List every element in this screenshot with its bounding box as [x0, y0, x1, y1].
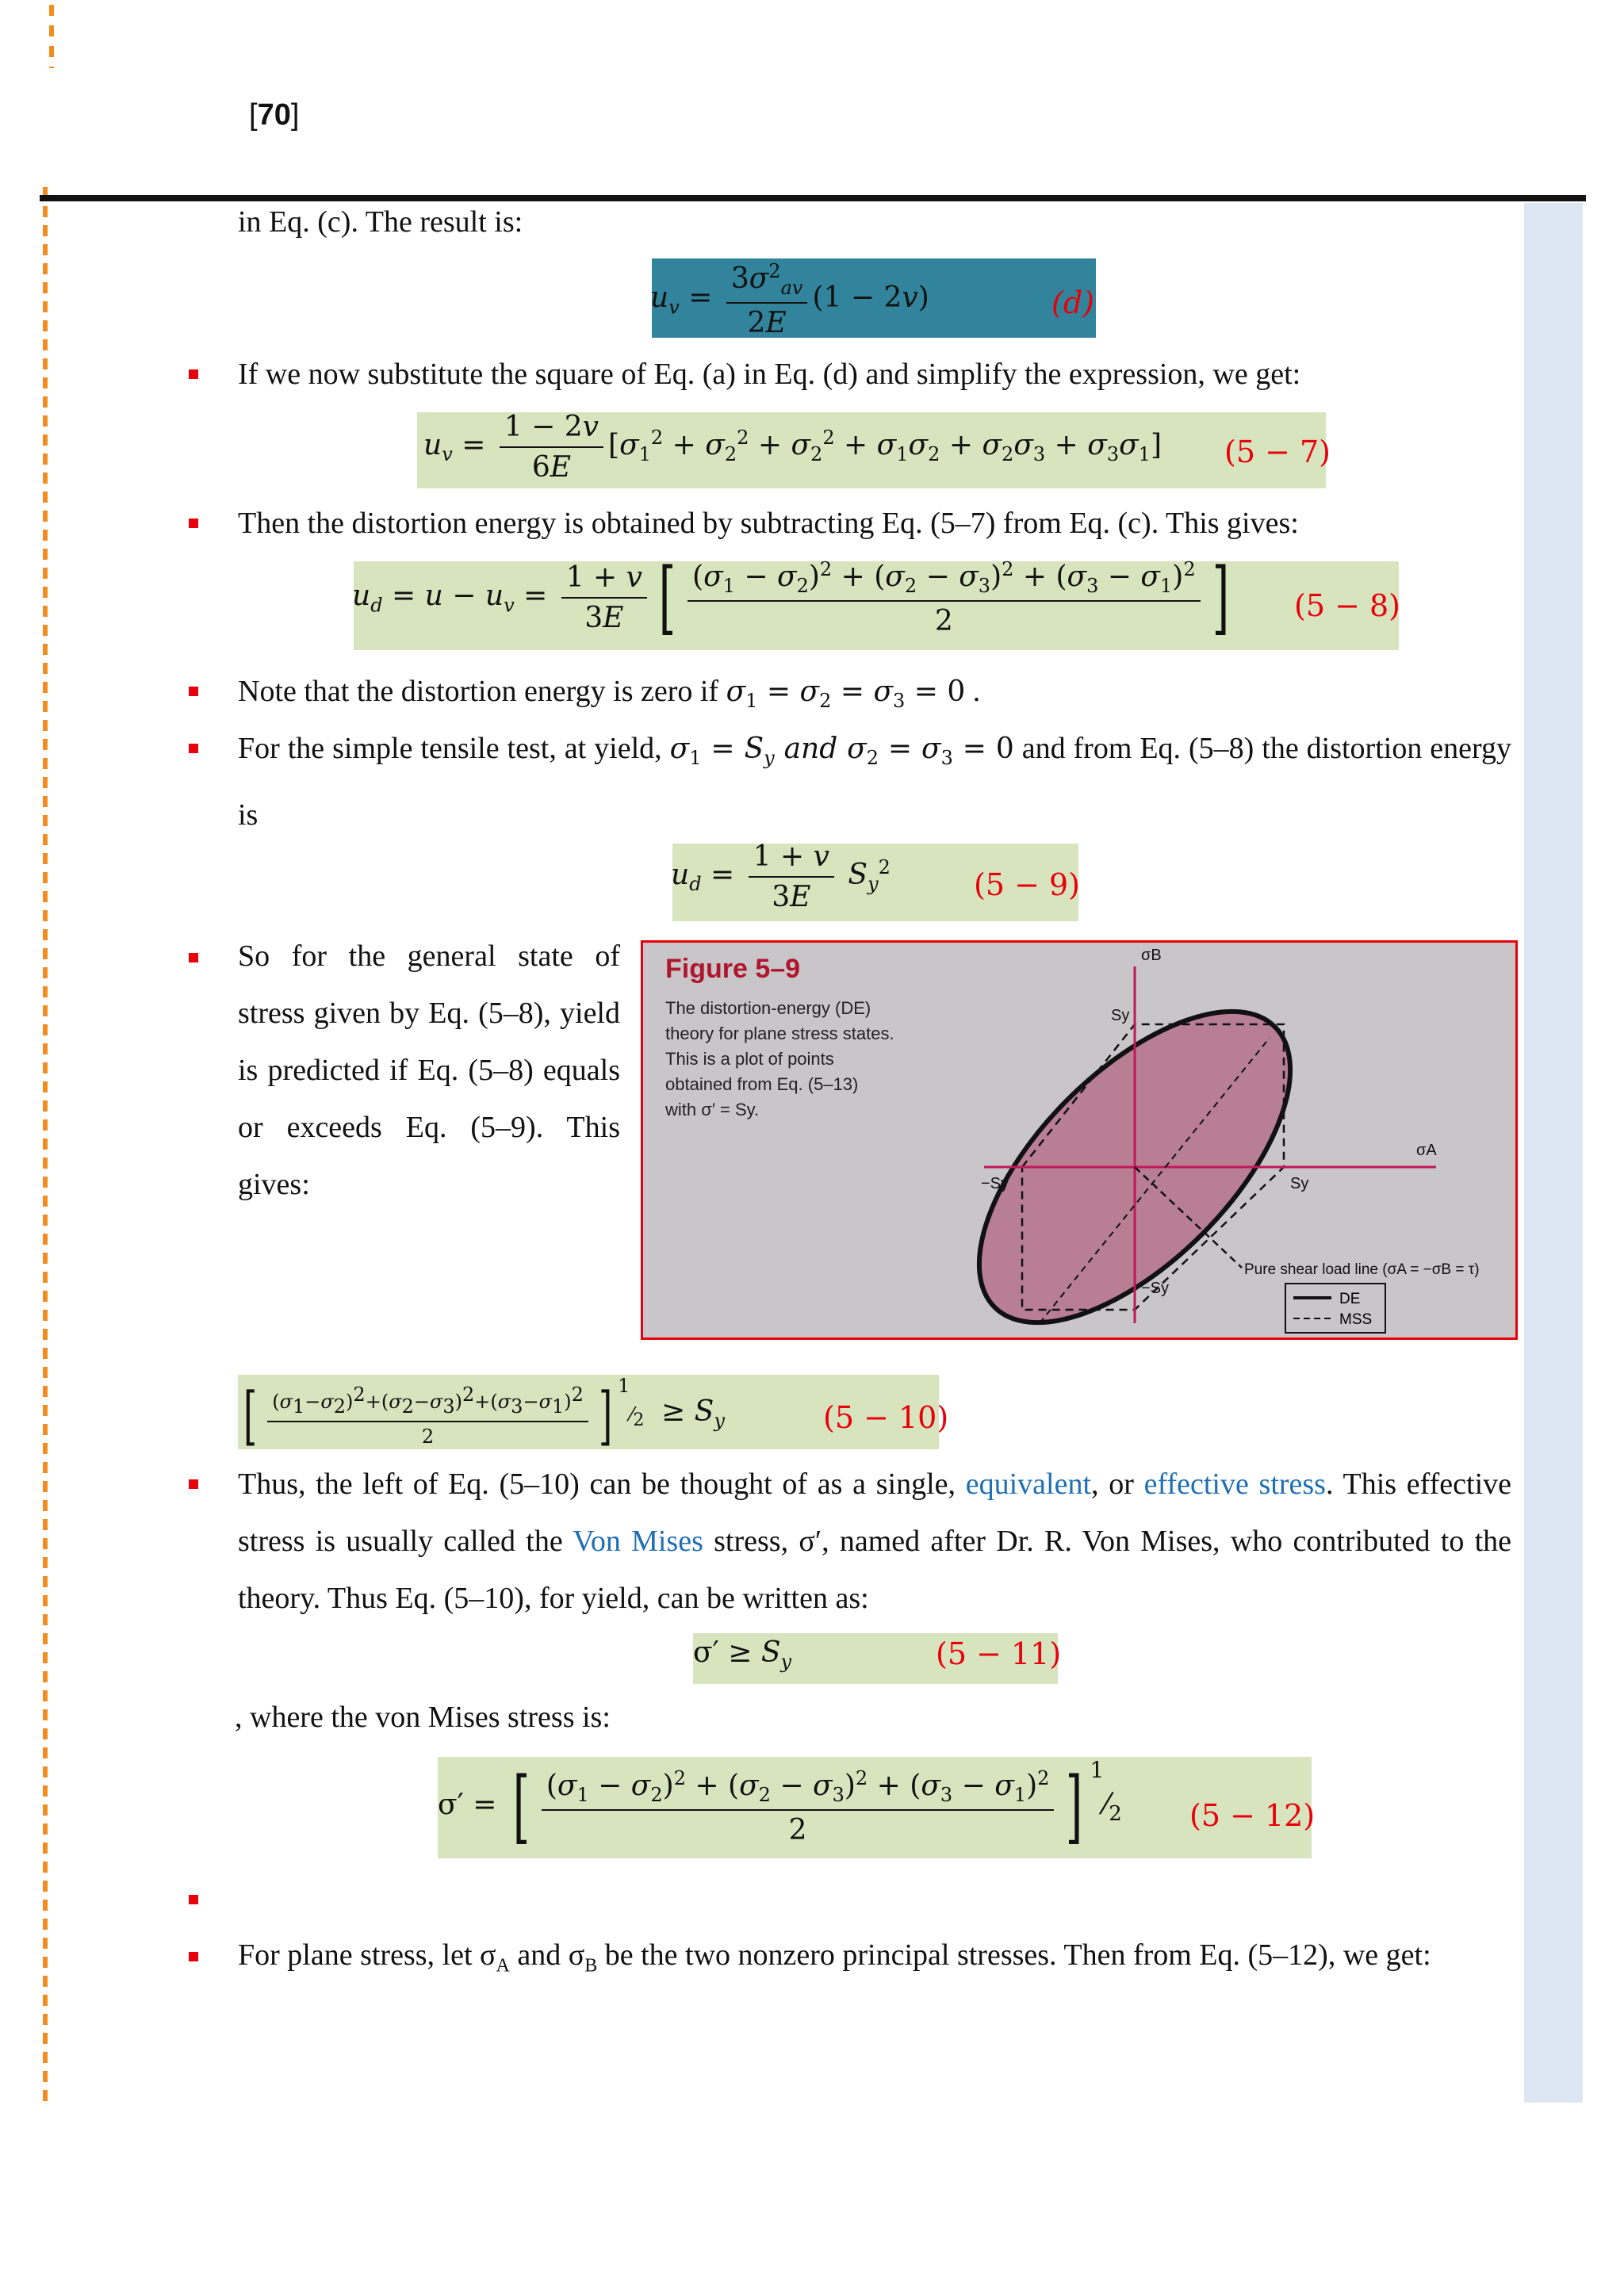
page-number: [70] [249, 98, 300, 132]
bullet-1-text: If we now substitute the square of Eq. (a) in Eq. (d) and simplify the expression, we get: [238, 358, 1301, 391]
eq-d-number: (d) [1051, 285, 1094, 320]
bullet-8-text: For plane stress, let $\sigma_A$ and $\sigma_B$ be the two nonzero principal stresses. Then from Eq. (5–12), we get: [238, 1938, 1431, 1976]
figure-title: Figure 5–9 [665, 954, 801, 984]
bullet-2-text: Then the distortion energy is obtained by subtracting Eq. (5–7) from Eq. (c). This gives: [238, 507, 1299, 540]
legend-de-label: DE [1339, 1291, 1361, 1307]
eq-5-12-number: (5 − 12) [1189, 1798, 1316, 1833]
bullet-8 [189, 1952, 198, 1961]
eq-5-11: $\sigma' \ge S_y$ [693, 1636, 792, 1674]
sy-top-label: Sy [1111, 1007, 1130, 1024]
neg-sy-bottom-label: −Sy [1141, 1280, 1170, 1297]
bullet-1 [189, 369, 198, 379]
bullet-3-text: Note that the distortion energy is zero if $\sigma_1 = \sigma_2 = \sigma_3 = 0$ . [238, 675, 981, 713]
figure-5-9-graphic [643, 943, 1515, 1337]
bullet-5-text: So for the general state of stress given by Eq. (5–8), yield is predicted if Eq. (5–8) equals or exceeds Eq. (5–9). This gives: [238, 939, 620, 1201]
bullet-3 [189, 687, 198, 696]
eq-5-11-number: (5 − 11) [936, 1636, 1062, 1671]
axis-sigma-b-label: σB [1141, 947, 1162, 964]
side-panel [1524, 203, 1583, 2103]
eq-5-9: $u_d$ = $\frac{1 + v}{3E}$ $S_y^2$ [671, 840, 891, 913]
top-orange-marker [49, 5, 54, 68]
figure-caption-line-5: with σ′ = Sy. [665, 1100, 760, 1119]
link-effective-stress[interactable]: effective stress [1143, 1468, 1326, 1501]
intro-text: in Eq. (c). The result is: [238, 205, 523, 239]
bullet-6-text: Thus, the left of Eq. (5–10) can be thought of as a single, equivalent, or effective stress. This effective stress is usually called the Von Mises stress, σ′, named after Dr. R. Von Mises, who contributed to the theory. Thus Eq. (5–10), for yield, can be written as: [238, 1468, 1512, 1615]
link-equivalent[interactable]: equivalent [965, 1468, 1092, 1501]
left-orange-border [43, 187, 48, 2103]
eq-5-8: $u_d = u - u_v$ = $\frac{1 + v}{3E}$ [ $\frac{(\sigma_1 - \sigma_2)^2 + (\sigma_2 - \sigma_3)^2 + (\sigma_3 - \sigma_1)^2}{2}$ ] [352, 551, 1229, 645]
bullet-6 [189, 1479, 198, 1489]
eq-5-7: $u_v$ = $\frac{1 - 2v}{6E}$ $[\sigma_1^2 + \sigma_2^2 + \sigma_2^2 + \sigma_1\sigma_2 + \sigma_2\sigma_3 + \sigma_3\sigma_1]$ [423, 411, 1162, 484]
figure-5-9 [641, 940, 1518, 1340]
figure-caption-line-4: obtained from Eq. (5–13) [665, 1074, 859, 1094]
figure-caption-line-2: theory for plane stress states. [665, 1024, 894, 1043]
bullet-2 [189, 519, 198, 528]
bullet-3-math: $\sigma_1 = \sigma_2 = \sigma_3 = 0$ [726, 675, 966, 713]
bullet-5 [189, 953, 198, 962]
bullet-7 [189, 1895, 198, 1904]
neg-sy-left-label: −Sy [981, 1175, 1009, 1192]
axis-sigma-a-label: σA [1416, 1142, 1437, 1159]
legend-mss-label: MSS [1339, 1311, 1373, 1328]
shear-line-label: Pure shear load line (σA = −σB = τ) [1244, 1261, 1480, 1278]
eq-5-10: [ $\frac{(\sigma_1-\sigma_2)^2+(\sigma_2-\sigma_3)^2+(\sigma_3-\sigma_1)^2}{2}$ ] $^1⁄_2 \ge S_y$ [243, 1375, 725, 1452]
eq-5-10-number: (5 − 10) [823, 1400, 949, 1435]
eq-5-8-number: (5 − 8) [1294, 588, 1401, 623]
bullet-4-math: $\sigma_1 = S_y$ and $\sigma_2 = \sigma_3 = 0$ [669, 733, 1014, 770]
link-von-mises[interactable]: Von Mises [573, 1525, 703, 1558]
eq-5-7-number: (5 − 7) [1224, 434, 1331, 469]
bullet-4-text: For the simple tensile test, at yield, $\sigma_1 = S_y$ and $\sigma_2 = \sigma_3 = 0$ and from Eq. (5–8) the distortion energy is [238, 732, 1511, 832]
figure-caption-line-1: The distortion-energy (DE) [665, 998, 871, 1018]
eq-d: $u_v$ = $\frac{3\sigma^2_{av}}{2E}$ (1 − 2v) [650, 260, 929, 340]
eq-5-9-number: (5 − 9) [974, 867, 1081, 902]
where-text: , where the von Mises stress is: [235, 1701, 611, 1734]
bullet-4 [189, 744, 198, 753]
eq-5-12: σ′ = [ $\frac{(\sigma_1 - \sigma_2)^2 + (\sigma_2 - \sigma_3)^2 + (\sigma_3 - \sigma_1)^2}{2}$ ] $^1⁄_2$ [438, 1757, 1122, 1853]
sy-right-label: Sy [1290, 1175, 1309, 1192]
figure-caption-line-3: This is a plot of points [665, 1049, 834, 1069]
